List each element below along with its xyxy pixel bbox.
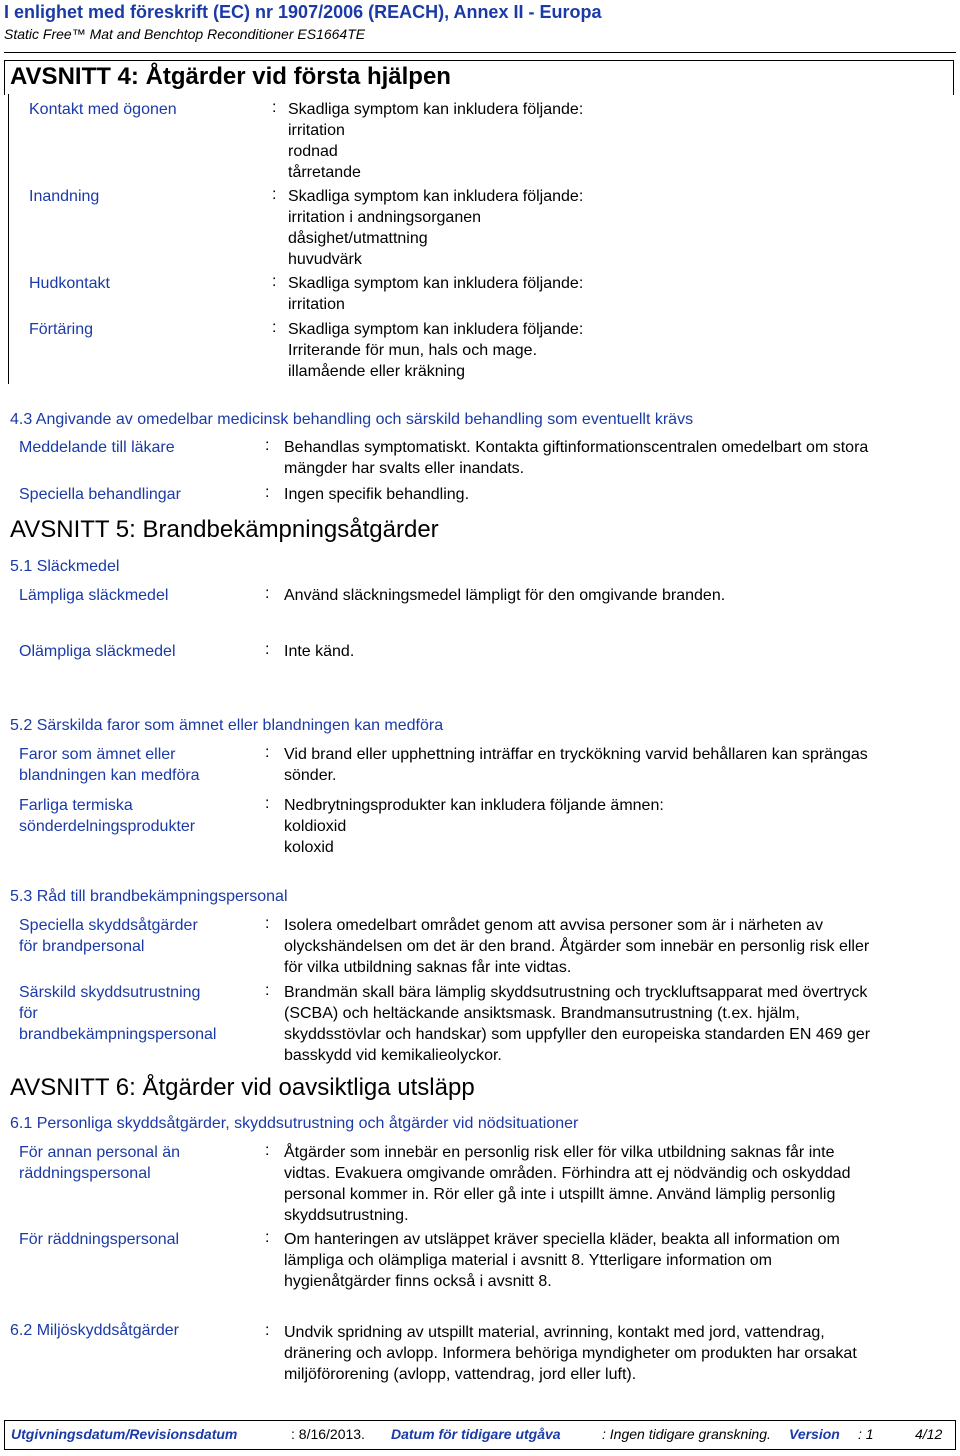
- previous-date-value: : Ingen tidigare granskning.: [602, 1426, 771, 1442]
- subsection-5-3-title: 5.3 Råd till brandbekämpningspersonal: [10, 888, 288, 905]
- colon: :: [272, 319, 277, 336]
- document-regulation-title: I enlighet med föreskrift (EC) nr 1907/2006 (REACH), Annex II - Europa: [4, 2, 602, 22]
- section-6-title: AVSNITT 6: Åtgärder vid oavsiktliga utsläpp: [10, 1074, 475, 1101]
- issue-date-label: Utgivningsdatum/Revisionsdatum: [11, 1426, 238, 1442]
- thermal-decomposition-label: Farliga termiska sönderdelningsprodukter: [19, 797, 196, 835]
- ingestion-label: Förtäring: [29, 321, 94, 338]
- issue-date-value: : 8/16/2013.: [291, 1426, 365, 1442]
- version-value: : 1: [858, 1426, 874, 1442]
- emergency-responders-label: För räddningspersonal: [19, 1231, 180, 1248]
- hazards-label: Faror som ämnet eller blandningen kan medföra: [19, 746, 200, 784]
- emergency-responders-text: Om hanteringen av utsläppet kräver speciella kläder, beakta all information om lämpliga och olämpliga material i avsnitt 8. Ytterligare information om hygienåtgärder finns också i avsnitt 8.: [284, 1231, 840, 1290]
- thermal-decomposition-text: Nedbrytningsprodukter kan inkludera följande ämnen: koldioxid koloxid: [284, 797, 664, 856]
- skin-contact-text: Skadliga symptom kan inkludera följande: irritation: [288, 275, 584, 313]
- section-5-title: AVSNITT 5: Brandbekämpningsåtgärder: [10, 516, 439, 543]
- note-to-physician-text: Behandlas symptomatiskt. Kontakta giftinformationscentralen omedelbart om stora mängder har svalts eller inandats.: [284, 439, 869, 477]
- specific-treatments-label: Speciella behandlingar: [19, 486, 181, 503]
- protective-actions-text: Isolera omedelbart området genom att avvisa personer som är i närheten av olyckshändelsen om det är den brand. Åtgärder som innebär en personlig risk eller för vilka utbildning saknas får inte vidtas.: [284, 917, 870, 976]
- hazards-text: Vid brand eller upphettning inträffar en tryckökning varvid behållaren kan sprängas sönder.: [284, 746, 868, 784]
- page-number: 4/12: [915, 1426, 943, 1442]
- specific-treatments-text: Ingen specifik behandling.: [284, 486, 470, 503]
- note-to-physician-label: Meddelande till läkare: [19, 439, 175, 456]
- colon: :: [265, 795, 270, 812]
- colon: :: [265, 915, 270, 932]
- skin-contact-label: Hudkontakt: [29, 275, 110, 292]
- eye-contact-text: Skadliga symptom kan inkludera följande: irritation rodnad tårretande: [288, 101, 584, 181]
- colon: :: [265, 1322, 270, 1339]
- version-label: Version: [789, 1426, 840, 1442]
- product-name: Static Free™ Mat and Benchtop Reconditioner ES1664TE: [4, 26, 366, 42]
- section-4-title: AVSNITT 4: Åtgärder vid första hjälpen: [10, 63, 451, 90]
- colon: :: [265, 1229, 270, 1246]
- non-emergency-personnel-label: För annan personal än räddningspersonal: [19, 1144, 180, 1182]
- subsection-6-1-title: 6.1 Personliga skyddsåtgärder, skyddsutrustning och åtgärder vid nödsituationer: [10, 1115, 579, 1132]
- colon: :: [272, 99, 277, 116]
- unsuitable-media-text: Inte känd.: [284, 643, 355, 660]
- inhalation-label: Inandning: [29, 188, 100, 205]
- protective-equipment-label: Särskild skyddsutrustning för brandbekämpningspersonal: [19, 984, 217, 1043]
- environmental-precautions-text: Undvik spridning av utspillt material, avrinning, kontakt med jord, vattendrag, dränering och avlopp. Informera behöriga myndigheter om produkten har orsakat miljöförorening (avlopp, vattendrag, jord eller luft).: [284, 1324, 857, 1383]
- eye-contact-label: Kontakt med ögonen: [29, 101, 177, 118]
- suitable-media-label: Lämpliga släckmedel: [19, 587, 169, 604]
- subsection-5-1-title: 5.1 Släckmedel: [10, 558, 120, 575]
- ingestion-text: Skadliga symptom kan inkludera följande: Irriterande för mun, hals och mage. illamående eller kräkning: [288, 321, 584, 380]
- suitable-media-text: Använd släckningsmedel lämpligt för den omgivande branden.: [284, 587, 726, 604]
- colon: :: [265, 641, 270, 658]
- section-4-left-rule: [8, 94, 9, 384]
- subsection-4-3-title: 4.3 Angivande av omedelbar medicinsk behandling och särskild behandling som eventuellt krävs: [10, 411, 694, 428]
- protective-actions-label: Speciella skyddsåtgärder för brandpersonal: [19, 917, 198, 955]
- unsuitable-media-label: Olämpliga släckmedel: [19, 643, 176, 660]
- colon: :: [272, 273, 277, 290]
- previous-date-label: Datum för tidigare utgåva: [391, 1426, 561, 1442]
- inhalation-text: Skadliga symptom kan inkludera följande: irritation i andningsorganen dåsighet/utmattning huvudvärk: [288, 188, 584, 268]
- subsection-6-2-title: 6.2 Miljöskyddsåtgärder: [10, 1322, 179, 1339]
- colon: :: [265, 585, 270, 602]
- header-divider: [4, 52, 956, 53]
- colon: :: [265, 1142, 270, 1159]
- colon: :: [265, 982, 270, 999]
- non-emergency-personnel-text: Åtgärder som innebär en personlig risk eller för vilka utbildning saknas får inte vidtas. Evakuera omgivande områden. Förhindra att ej nödvändig och oskyddad personal kommer in. Rör eller gå inte i utspillt ämne. Använd lämplig personlig skyddsutrustning.: [284, 1144, 851, 1224]
- subsection-5-2-title: 5.2 Särskilda faror som ämnet eller blandningen kan medföra: [10, 717, 444, 734]
- colon: :: [265, 744, 270, 761]
- protective-equipment-text: Brandmän skall bära lämplig skyddsutrustning och tryckluftsapparat med övertryck (SCBA) och heltäckande ansiktsmask. Brandmansutrustning (t.ex. hjälm, skyddsstövlar och handskar) som uppfyller den europeiska standarden EN 469 ger basskydd vid kemikalieolyckor.: [284, 984, 871, 1064]
- colon: :: [265, 437, 270, 454]
- colon: :: [272, 186, 277, 203]
- colon: :: [265, 484, 270, 501]
- page-footer: [4, 1420, 956, 1450]
